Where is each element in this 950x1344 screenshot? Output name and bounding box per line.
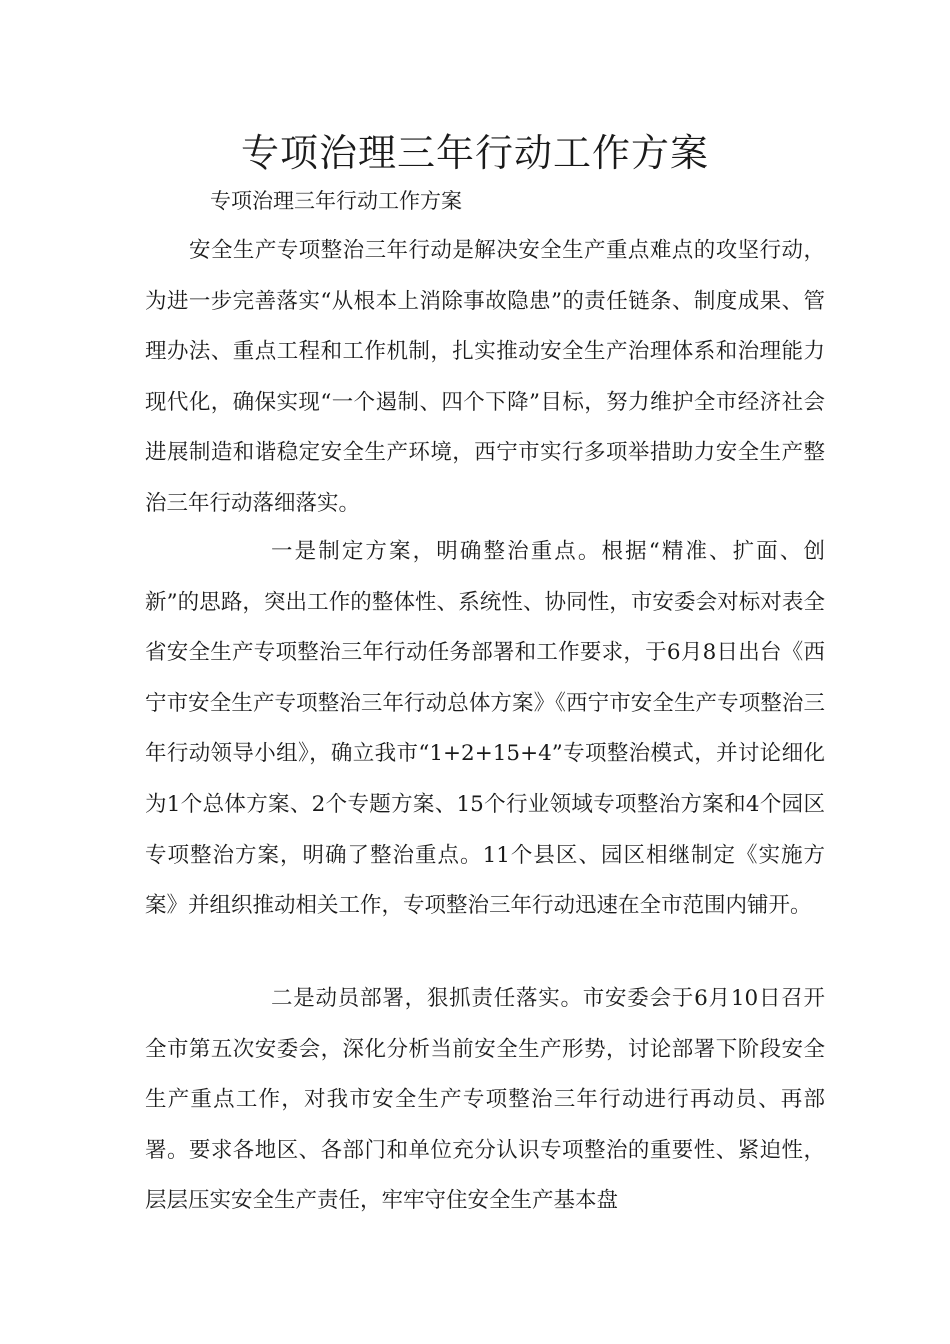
paragraph-plan: 一是制定方案，明确整治重点。根据“精准、扩面、创新”的思路，突出工作的整体性、系统性、协同性，市安委会对标对表全省安全生产专项整治三年行动任务部署和工作要求，于6月8日出台《西宁市安全生产专项整治三年行动总体方案》《西宁市安全生产专项整治三年行动领导小组》，确立我市“1+2+15+4”专项整治模式，并讨论细化为1个总体方案、2个专题方案、15个行业领域专项整治方案和4个园区专项整治方案，明确了整治重点。11个县区、园区相继制定《实施方案》并组织推动相关工作，专项整治三年行动迅速在全市范围内铺开。 <box>145 539 825 919</box>
paragraph-mobilization: 二是动员部署，狠抓责任落实。市安委会于6月10日召开全市第五次安委会，深化分析当前安全生产形势，讨论部署下阶段安全生产重点工作，对我市安全生产专项整治三年行动进行再动员、再部署。要求各地区、各部门和单位充分认识专项整治的重要性、紧迫性，层层压实安全生产责任，牢牢守住安全生产基本盘 <box>145 986 825 1214</box>
document-title: 专项治理三年行动工作方案 <box>240 131 709 175</box>
document-subtitle: 专项治理三年行动工作方案 <box>210 189 462 213</box>
paragraph-intro: 安全生产专项整治三年行动是解决安全生产重点难点的攻坚行动，为进一步完善落实“从根本上消除事故隐患”的责任链条、制度成果、管理办法、重点工程和工作机制，扎实推动安全生产治理体系和治理能力现代化，确保实现“一个遏制、四个下降”目标，努力维护全市经济社会进展制造和谐稳定安全生产环境，西宁市实行多项举措助力安全生产整治三年行动落细落实。 <box>145 238 825 516</box>
